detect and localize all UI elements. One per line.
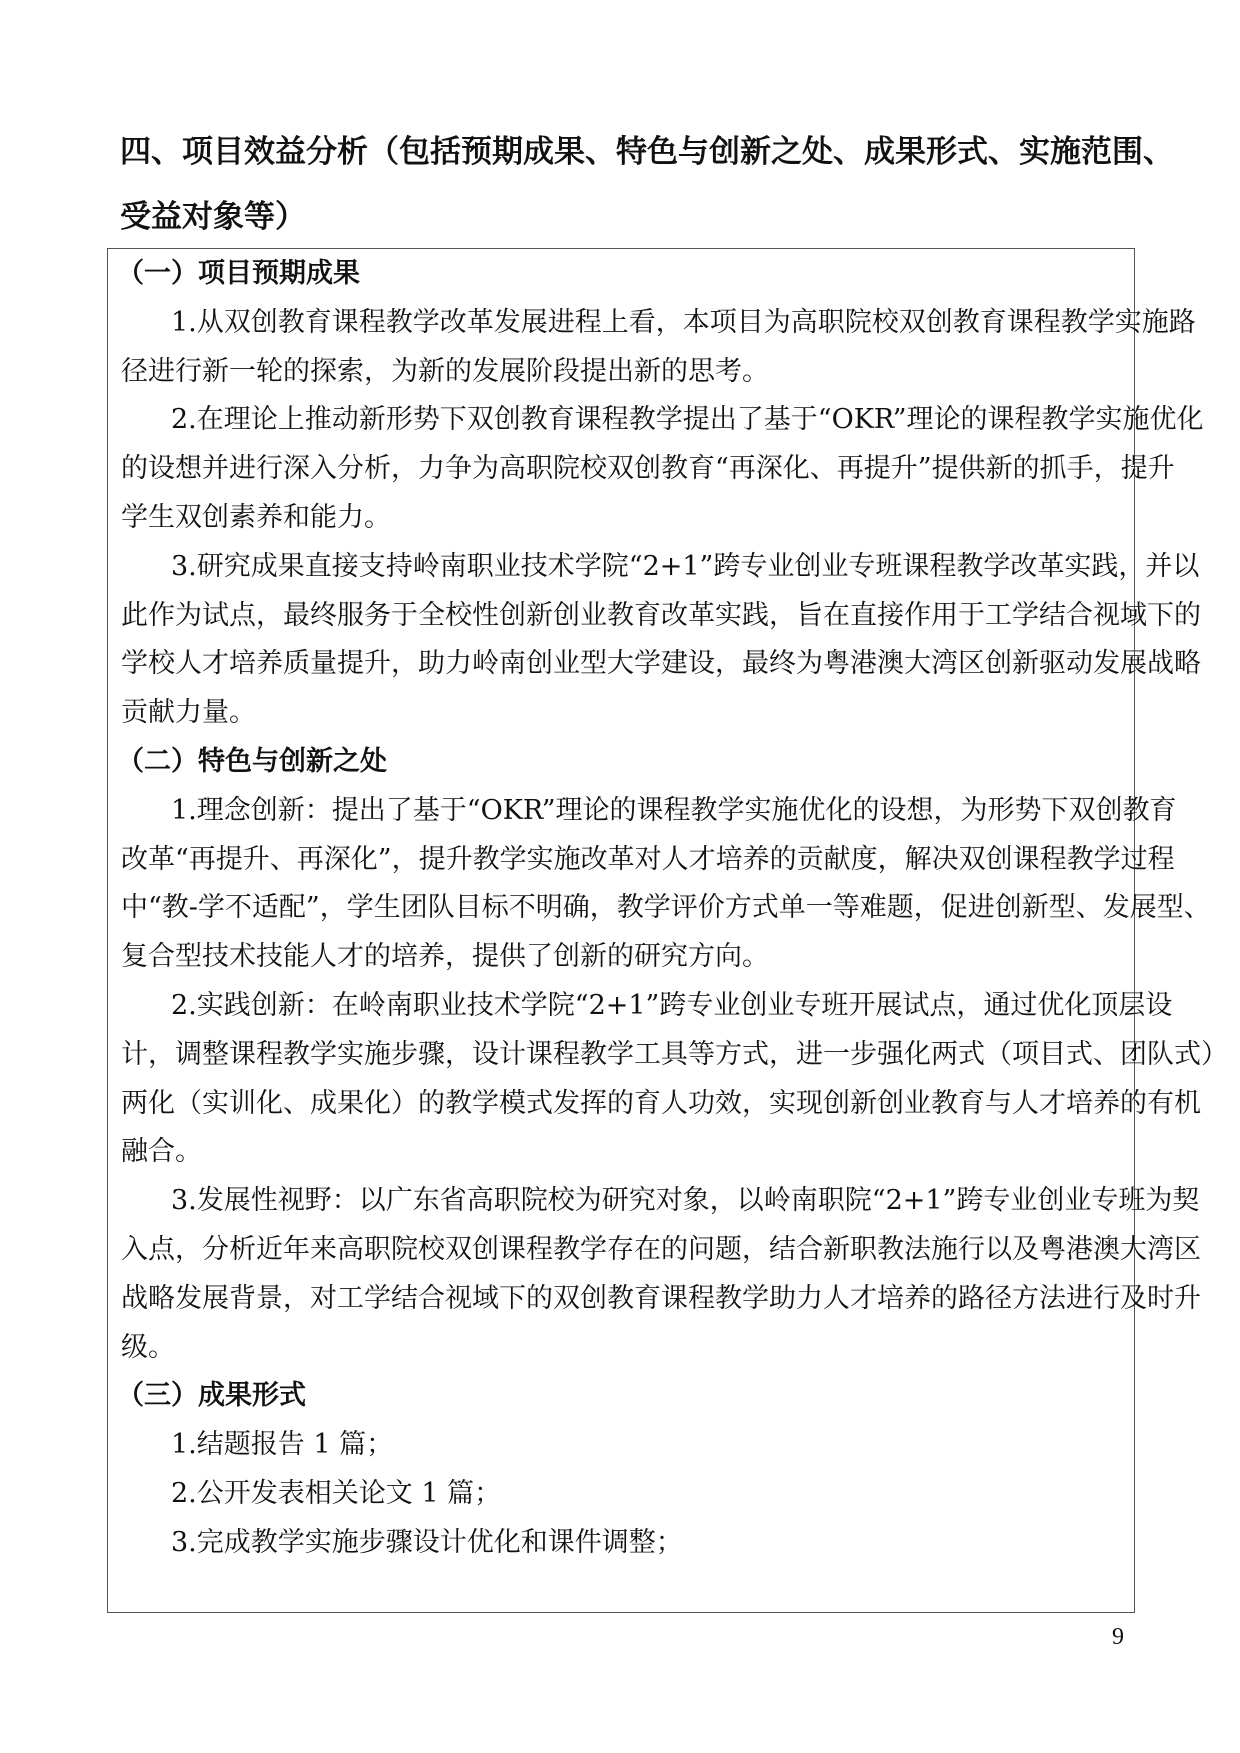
text-line: 3.完成教学实施步骤设计优化和课件调整； [171,1526,683,1558]
list-item [121,299,1196,397]
text-line: 2.公开发表相关论文 1 篇； [171,1477,502,1509]
text-line: 2.实践创新：在岭南职业技术学院“2+1”跨专业创业专班开展试点，通过优化顶层设 [171,989,1173,1021]
text-line: 1.结题报告 1 篇； [171,1429,394,1461]
text-line: 级。 [121,1331,175,1363]
text-line: 入点，分析近年来高职院校双创课程教学存在的问题，结合新职教法施行以及粤港澳大湾区 [121,1233,1201,1265]
content-table-cell [107,248,1228,1613]
content-section [117,250,1204,738]
text-line: 1.从双创教育课程教学改革发展进程上看，本项目为高职院校双创教育课程教学实施路 [171,306,1196,338]
text-line: 的设想并进行深入分析，力争为高职院校双创教育“再深化、再提升”提供新的抓手，提升 [121,453,1175,485]
list-item [121,982,1228,1177]
list-item [121,1519,1120,1568]
section-heading [120,120,1174,250]
list-item [121,543,1201,738]
text-line: 计，调整课程教学实施步骤，设计课程教学工具等方式，进一步强化两式（项目式、团队式） [121,1038,1228,1070]
list-item [121,396,1204,542]
list-item [121,1177,1201,1372]
text-line: 径进行新一轮的探索，为新的发展阶段提出新的思考。 [121,355,769,387]
subsection-title: （二）特色与创新之处 [117,745,387,777]
page-number: 9 [1112,1624,1124,1650]
content-section [117,1372,1120,1567]
content-section [117,738,1228,1372]
text-line: 学生双创素养和能力。 [121,501,391,533]
heading-line: 四、项目效益分析（包括预期成果、特色与创新之处、成果形式、实施范围、 [120,134,1174,170]
subsection-title: （三）成果形式 [117,1380,306,1412]
subsection-title: （一）项目预期成果 [117,258,360,289]
text-line: 2.在理论上推动新形势下双创教育课程教学提出了基于“OKR”理论的课程教学实施优化 [171,404,1204,436]
text-line: 此作为试点，最终服务于全校性创新创业教育改革实践，旨在直接作用于工学结合视域下的 [121,599,1201,631]
list-item [121,1470,1120,1519]
text-line: 贡献力量。 [121,697,256,729]
text-line: 两化（实训化、成果化）的教学模式发挥的育人功效，实现创新创业教育与人才培养的有机 [121,1087,1201,1119]
list-item [121,1421,1120,1470]
text-line: 融合。 [121,1136,202,1168]
text-line: 3.研究成果直接支持岭南职业技术学院“2+1”跨专业创业专班课程教学改革实践，并以 [171,550,1200,582]
text-line: 复合型技术技能人才的培养，提供了创新的研究方向。 [121,941,769,973]
text-line: 战略发展背景，对工学结合视域下的双创教育课程教学助力人才培养的路径方法进行及时升 [121,1282,1201,1314]
list-item [121,787,1211,982]
text-line: 中“教-学不适配”，学生团队目标不明确，教学评价方式单一等难题，促进创新型、发展型、 [121,892,1211,924]
text-line: 学校人才培养质量提升，助力岭南创业型大学建设，最终为粤港澳大湾区创新驱动发展战略 [121,648,1201,680]
heading-line: 受益对象等） [120,199,306,235]
text-line: 3.发展性视野：以广东省高职院校为研究对象，以岭南职院“2+1”跨专业创业专班为契 [171,1185,1200,1217]
text-line: 1.理念创新：提出了基于“OKR”理论的课程教学实施优化的设想，为形势下双创教育 [171,794,1177,826]
text-line: 改革“再提升、再深化”，提升教学实施改革对人才培养的贡献度，解决双创课程教学过程 [121,843,1175,875]
